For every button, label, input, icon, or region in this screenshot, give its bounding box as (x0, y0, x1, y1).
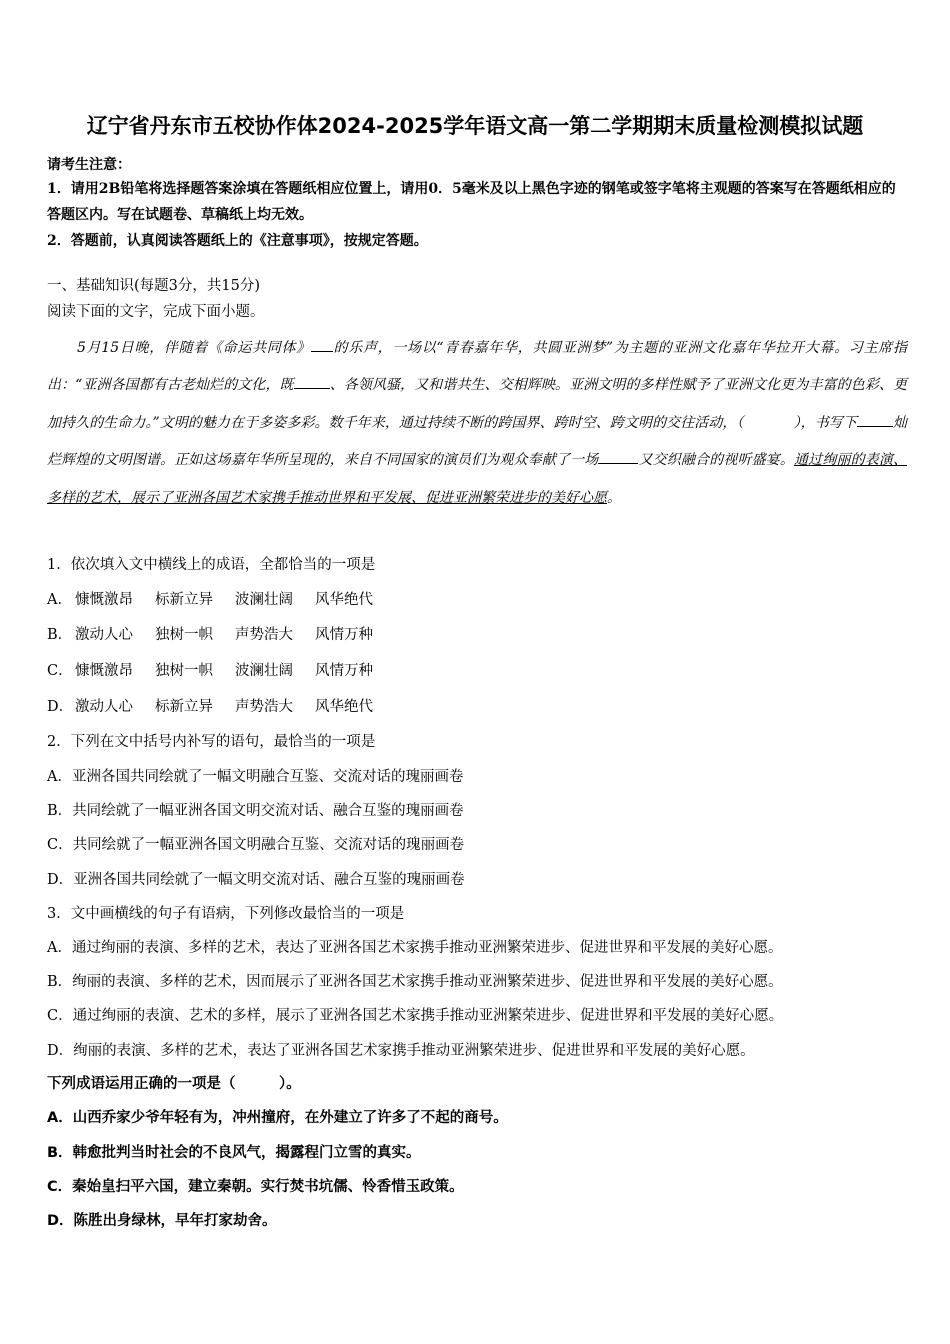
reading-passage: 5月15日晚，伴随着《命运共同体》 的乐声，一场以“青春嘉年华，共圆亚洲梦”为主题的亚洲文化嘉年华拉开大幕。习主席指出：“亚洲各国都有古老灿烂的文化，既 、各领风骚，又和谐共生、交相辉映。亚洲文明的多样性赋予了亚洲文化更为丰富的色彩、更加持久的生命力。”文明的魅力在于多姿多彩。数千年来，通过持续不断的跨国界、跨时空、跨文明的交往活动，（ ），书写下 灿烂辉煌的文明图谱。正如这场嘉年华所呈现的，来自不同国家的演员们为观众奉献了一场 又交织融合的视听盛宴。通过绚丽的表演、多样的艺术，展示了亚洲各国艺术家携手推动世界和平发展、促进亚洲繁荣进步的美好心愿。 (47, 330, 907, 517)
passage-text-1: 5月15日晚，伴随着《命运共同体》 (77, 340, 311, 356)
passage-text-2: 的乐声，一场以“青春嘉年华，共圆亚洲梦”为主题的亚洲文化嘉年华拉开大幕。习主席指出：“亚洲各国都有古老灿烂的文化，既 (47, 340, 907, 394)
blank-1 (311, 335, 333, 352)
blank-4 (598, 447, 638, 464)
q1-option-b: B． 激动人心 独树一帜 声势浩大 风情万种 (47, 627, 373, 643)
q4-stem: 下列成语运用正确的一项是（ ）。 (47, 1076, 301, 1092)
underlined-sentence: 通过绚丽的表演、多样的艺术，展示了亚洲各国艺术家携手推动世界和平发展、促进亚洲繁荣进步的美好心愿 (47, 452, 908, 506)
notice-heading: 请考生注意： (47, 157, 131, 173)
q2-stem: 2．下列在文中括号内补写的语句，最恰当的一项是 (47, 734, 376, 750)
q3-option-b: B．绚丽的表演、多样的艺术，因而展示了亚洲各国艺术家携手推动亚洲繁荣进步、促进世界和平发展的美好心愿。 (47, 974, 783, 990)
q4-option-b: B．韩愈批判当时社会的不良风气，揭露程门立雪的真实。 (47, 1145, 421, 1161)
q1-option-a: A． 慷慨激昂 标新立异 波澜壮阔 风华绝代 (47, 592, 373, 608)
q2-option-d: D．亚洲各国共同绘就了一幅文明交流对话、融合互鉴的瑰丽画卷 (47, 872, 465, 888)
section-intro: 阅读下面的文字，完成下面小题。 (47, 304, 265, 320)
q1-option-d: D． 激动人心 标新立异 声势浩大 风华绝代 (47, 699, 373, 715)
notice-item-2: 2．答题前，认真阅读答题纸上的《注意事项》，按规定答题。 (47, 233, 428, 249)
passage-text-6: 又交织融合的视听盛宴。 (638, 452, 795, 469)
blank-3 (857, 410, 893, 427)
notice-item-1: 1．请用2B铅笔将选择题答案涂填在答题纸相应位置上，请用0．5毫米及以上黑色字迹的钢笔或签字笔将主观题的答案写在答题纸相应的答题区内。写在试题卷、草稿纸上均无效。 (47, 181, 896, 223)
q2-option-b: B．共同绘就了一幅亚洲各国文明交流对话、融合互鉴的瑰丽画卷 (47, 803, 464, 819)
passage-text-3: 、各领风骚，又和谐共生、交相辉映。亚洲文明的多样性赋予了亚洲文化更为丰富的色彩、更加持久的生命力。”文明的魅力在于多姿多彩。数千年来，通过持续不断的跨国界、跨时空、跨文明的交往活动，（ (47, 377, 908, 431)
passage-text-5: 灿烂辉煌的文明图谱。正如这场嘉年华所呈现的，来自不同国家的演员们为观众奉献了一场 (47, 414, 908, 469)
section-heading: 一、基础知识(每题3分，共15分) (47, 278, 260, 294)
q3-option-a: A．通过绚丽的表演、多样的艺术，表达了亚洲各国艺术家携手推动亚洲繁荣进步、促进世界和平发展的美好心愿。 (47, 940, 783, 956)
q2-option-a: A．亚洲各国共同绘就了一幅文明融合互鉴、交流对话的瑰丽画卷 (47, 769, 464, 785)
page-title: 辽宁省丹东市五校协作体2024-2025学年语文高一第二学期期末质量检测模拟试题 (86, 114, 864, 138)
q4-option-a: A．山西乔家少爷年轻有为，冲州撞府，在外建立了许多了不起的商号。 (47, 1110, 508, 1126)
q2-option-c: C．共同绘就了一幅亚洲各国文明融合互鉴、交流对话的瑰丽画卷 (47, 837, 465, 853)
q3-stem: 3．文中画横线的句子有语病，下列修改最恰当的一项是 (47, 906, 405, 922)
blank-2 (294, 372, 330, 389)
q3-option-c: C．通过绚丽的表演、艺术的多样，展示了亚洲各国艺术家携手推动亚洲繁荣进步、促进世界和平发展的美好心愿。 (47, 1008, 784, 1024)
q1-option-c: C． 慷慨激昂 独树一帜 波澜壮阔 风情万种 (47, 663, 373, 679)
q1-stem: 1．依次填入文中横线上的成语，全都恰当的一项是 (47, 557, 376, 573)
q3-option-d: D．绚丽的表演、多样的艺术，表达了亚洲各国艺术家携手推动亚洲繁荣进步、促进世界和平发展的美好心愿。 (47, 1043, 755, 1059)
q4-option-c: C．秦始皇扫平六国，建立秦朝。实行焚书坑儒、怜香惜玉政策。 (47, 1179, 464, 1195)
passage-text-4: ），书写下 (793, 414, 857, 431)
q4-option-d: D．陈胜出身绿林，早年打家劫舍。 (47, 1213, 277, 1229)
